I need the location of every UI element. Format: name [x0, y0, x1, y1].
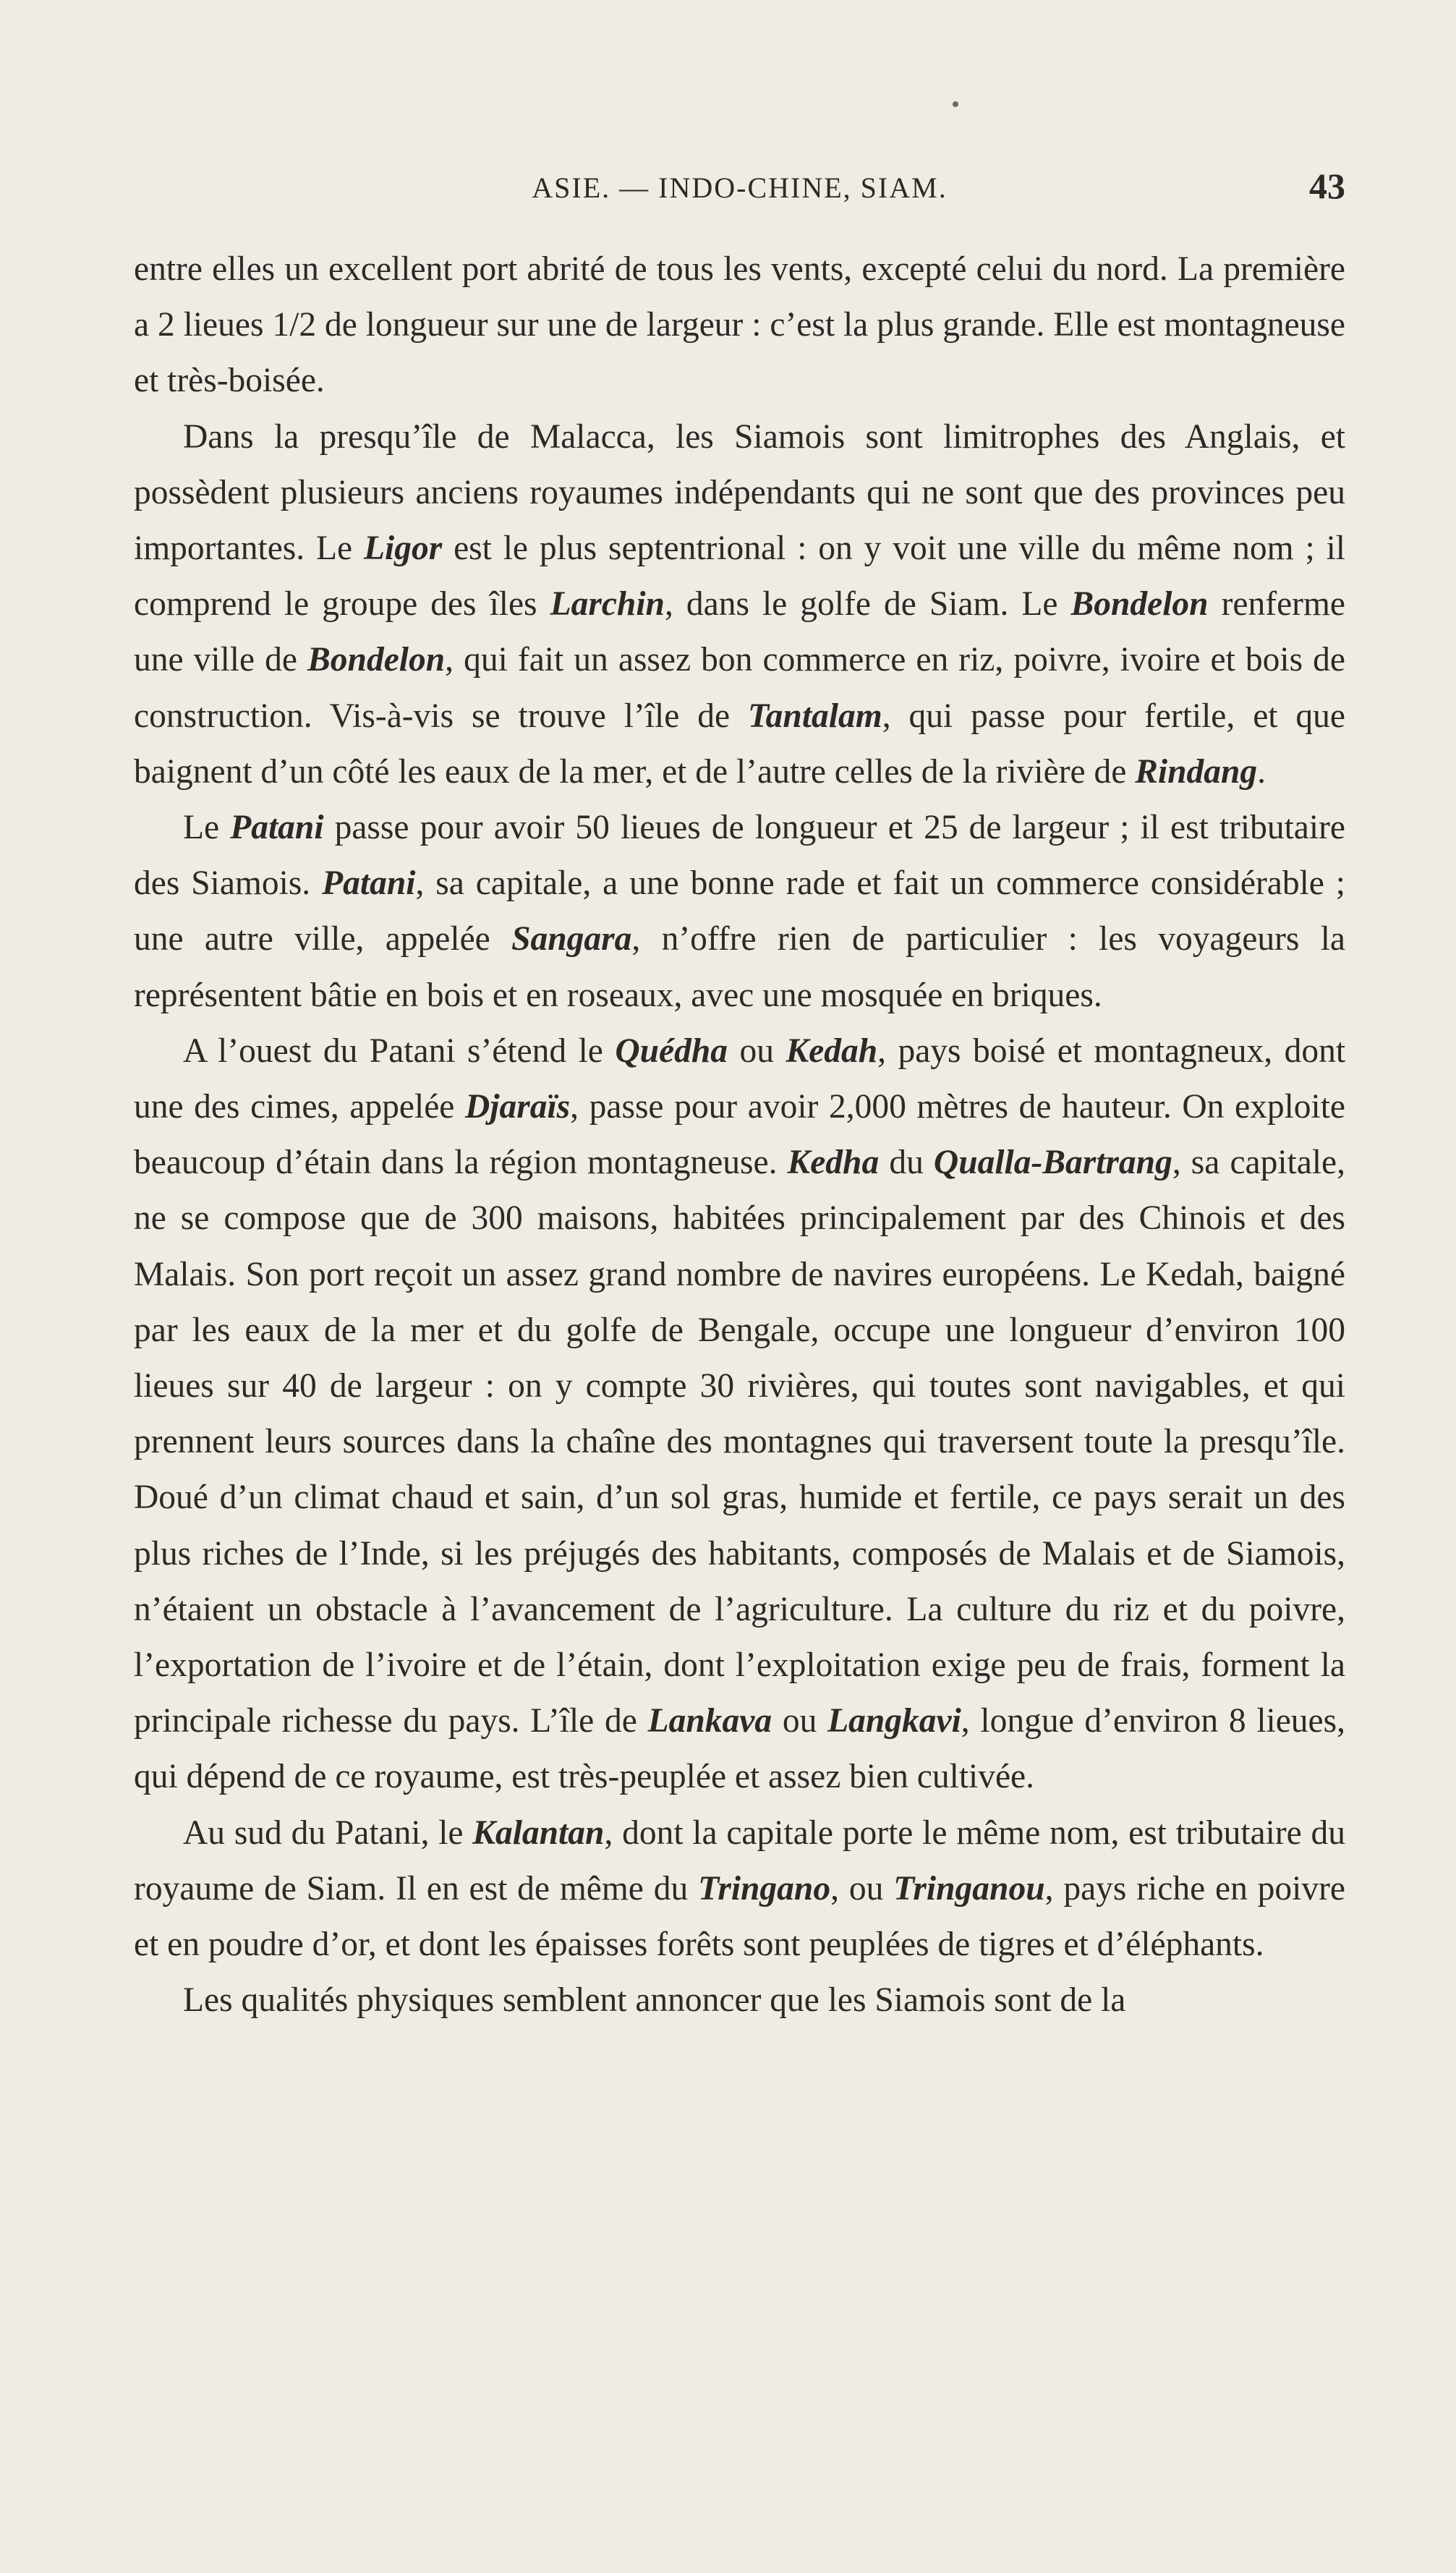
place-name: Bondelon	[1070, 585, 1209, 624]
place-name: Tantalam	[748, 697, 882, 735]
place-name: Larchin	[550, 585, 665, 624]
paragraph: Les qualités physiques semblent annoncer que les Siamois sont de la	[183, 1981, 1126, 2020]
place-name: Bondelon	[307, 641, 446, 679]
place-name: Quédha	[615, 1032, 728, 1070]
ink-speck	[953, 101, 958, 107]
place-name: Kedha	[787, 1144, 880, 1182]
running-head: ASIE. — INDO-CHINE, SIAM.	[532, 171, 948, 204]
place-name: Patani	[230, 809, 324, 847]
place-name: Qualla-Bartrang	[933, 1144, 1172, 1182]
place-name: Sangara	[511, 920, 632, 958]
page-number: 43	[1309, 166, 1345, 206]
paragraph: Le Patani passe pour avoir 50 lieues de longueur et 25 de largeur ; il est tributaire des Siamois. Patani, sa capitale, a une bonne rade et fait un commerce considérable ; une autre ville, appelée Sangara, n’offre rien de particulier : les voyageurs la représentent bâtie en bois et en roseaux, avec une mosquée en briques.	[134, 809, 1346, 1014]
place-name: Rindang	[1135, 752, 1258, 791]
place-name: Langkavi	[827, 1702, 961, 1740]
body-text	[134, 242, 1345, 2029]
paragraph: A l’ouest du Patani s’étend le Quédha ou Kedah, pays boisé et montagneux, dont une des cimes, appelée Djaraïs, passe pour avoir 2,000 mètres de hauteur. On exploite beaucoup d’étain dans la région montagneuse. Kedha du Qualla-Bartrang, sa capitale, ne se compose que de 300 maisons, habitées principalement par des Chinois et des Malais. Son port reçoit un assez grand nombre de navires européens. Le Kedah, baigné par les eaux de la mer et du golfe de Bengale, occupe une longueur d’environ 100 lieues sur 40 de largeur : on y compte 30 rivières, qui toutes sont navigables, et qui prennent leurs sources dans la chaîne des montagnes qui traversent toute la presqu’île. Doué d’un climat chaud et sain, d’un sol gras, humide et fertile, ce pays serait un des plus riches de l’Inde, si les préjugés des habitants, composés de Malais et de Siamois, n’étaient un obstacle à l’avancement de l’agriculture. La culture du riz et du poivre, l’exportation de l’ivoire et de l’étain, dont l’exploitation exige peu de frais, forment la principale richesse du pays. L’île de Lankava ou Langkavi, longue d’environ 8 lieues, qui dépend de ce royaume, est très-peuplée et assez bien cultivée.	[134, 1032, 1346, 1796]
place-name: Lankava	[647, 1702, 772, 1740]
paragraph: entre elles un excellent port abrité de tous les vents, excepté celui du nord. La première a 2 lieues 1/2 de longueur sur une de largeur : c’est la plus grande. Elle est montagneuse et très-boisée.	[134, 250, 1345, 400]
page-header	[134, 165, 1345, 216]
place-name: Kedah	[786, 1032, 878, 1070]
place-name: Kalantan	[472, 1813, 605, 1852]
place-name: Tringano	[698, 1869, 831, 1908]
place-name: Tringanou	[893, 1869, 1045, 1908]
place-name: Patani	[322, 864, 416, 903]
paragraph: Dans la presqu’île de Malacca, les Siamois sont limitrophes des Anglais, et possèdent plusieurs anciens royaumes indépendants qui ne sont que des provinces peu importantes. Le Ligor est le plus septentrional : on y voit une ville du même nom ; il comprend le groupe des îles Larchin, dans le golfe de Siam. Le Bondelon renferme une ville de Bondelon, qui fait un assez bon commerce en riz, poivre, ivoire et bois de construction. Vis-à-vis se trouve l’île de Tantalam, qui passe pour fertile, et que baignent d’un côté les eaux de la mer, et de l’autre celles de la rivière de Rindang.	[134, 417, 1346, 791]
paragraph: Au sud du Patani, le Kalantan, dont la capitale porte le même nom, est tributaire du royaume de Siam. Il en est de même du Tringano, ou Tringanou, pays riche en poivre et en poudre d’or, et dont les épaisses forêts sont peuplées de tigres et d’éléphants.	[134, 1813, 1346, 1964]
place-name: Djaraïs	[464, 1088, 571, 1126]
place-name: Ligor	[364, 530, 443, 568]
